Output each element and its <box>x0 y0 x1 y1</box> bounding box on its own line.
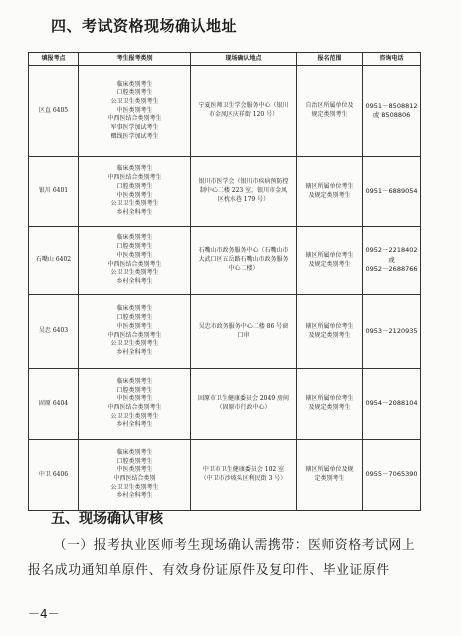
address-cell: 石嘴山市政务服务中心（石嘴山市大武口区五岳路石嘴山市政务服务中心二楼） <box>191 227 297 295</box>
header-address: 现场确认地点 <box>191 53 297 66</box>
category-item: 临床类别考生 <box>116 305 153 313</box>
category-item: 乡村全科考生 <box>116 421 153 429</box>
phone-cell <box>363 157 421 227</box>
table-row <box>29 440 421 511</box>
page-number: －4－ <box>28 607 60 621</box>
table-row <box>29 227 421 295</box>
category-item: 中西医结合类别考生 <box>107 260 162 268</box>
category-list <box>81 305 188 357</box>
scope-cell: 辖区所属单位考生及规定类别考生 <box>297 295 363 369</box>
phone-cell <box>363 295 421 369</box>
section-5-title: 五、现场确认审核 <box>51 511 163 527</box>
phone-cell <box>363 66 421 157</box>
phone-cell <box>363 369 421 440</box>
category-item: 中医类别考生 <box>116 106 153 114</box>
category-list <box>81 81 188 142</box>
category-item: 中医类别考生 <box>116 322 153 330</box>
phone-cell <box>363 440 421 511</box>
category-item: 公卫卫生类别考生 <box>110 412 159 420</box>
category-item: 口腔类别考生 <box>116 386 153 394</box>
phone-number: 0951－6889054 <box>365 186 418 195</box>
header-phone: 咨询电话 <box>363 53 421 66</box>
category-item: 乡村全科考生 <box>116 492 153 500</box>
table-row <box>29 157 421 227</box>
category-item: 中西医结合类别考生 <box>107 331 162 339</box>
category-cell <box>79 157 191 227</box>
category-item: 中医类别考生 <box>116 466 153 474</box>
confirmation-site-table <box>28 52 421 511</box>
site-cell: 区直 6405 <box>29 66 79 157</box>
category-cell <box>79 440 191 511</box>
address-cell: 吴忠市政务服务中心二楼 86 号窗口审 <box>191 295 297 369</box>
phone-number: 0954－2088104 <box>365 399 418 408</box>
phone-number: 0953－2120935 <box>365 326 418 335</box>
category-item: 中西医结合类别考生 <box>107 404 162 411</box>
scope-cell: 自治区所属单位及规定类别考生 <box>297 66 363 157</box>
category-item: 公卫卫生类别考生 <box>110 483 159 491</box>
category-cell <box>79 66 191 157</box>
category-item: 口腔类别考生 <box>116 243 153 251</box>
table-row <box>29 66 421 157</box>
site-cell: 固原 6404 <box>29 369 79 440</box>
category-item: 中医类别考生 <box>116 251 153 259</box>
phone-number: 0955－7065390 <box>365 470 418 479</box>
category-item: 乡村全科考生 <box>116 277 153 285</box>
address-cell: 中卫市卫生健康委员会 102 室（中卫市沙坡头区利民街 3 号） <box>191 440 297 511</box>
category-item: 临床类别考生 <box>116 80 153 88</box>
header-scope: 报名范围 <box>297 53 363 66</box>
category-list <box>81 165 188 217</box>
address-cell: 宁夏医师卫生学会服务中心（银川市金凤区庆祥街 120 号） <box>191 66 297 157</box>
address-cell: 银川市医学会（银川市疾病预防控制中心二楼 223 室，银川市金凤区枕水巷 179 号） <box>191 157 297 227</box>
category-item: 军事医学加试考生 <box>110 124 159 132</box>
category-item: 中西医结合类别考生 <box>107 115 162 123</box>
table-row <box>29 369 421 440</box>
body-paragraph: （一）报考执业医师考生现场确认需携带：医师资格考试网上报名成功通知单原件、有效身份证原件及复印件、毕业证原件 <box>28 538 416 578</box>
category-cell <box>79 227 191 295</box>
category-item: 口腔类别考生 <box>116 314 153 322</box>
category-item: 中西医结合类别 <box>113 475 156 482</box>
category-cell <box>79 369 191 440</box>
category-item: 口腔类别考生 <box>116 89 153 97</box>
category-item: 公卫卫生类别考生 <box>110 340 159 348</box>
phone-number: 0952－2688766 <box>365 265 418 274</box>
category-item: 中医类别考生 <box>116 191 153 199</box>
header-category: 考生报考类别 <box>79 53 191 66</box>
category-item: 临床类别考生 <box>116 234 153 242</box>
scope-cell: 辖区所属单位考生及规定类别考生 <box>297 227 363 295</box>
scope-cell: 辖区所属单位考生及规定类别考生 <box>297 369 363 440</box>
category-cell <box>79 295 191 369</box>
table-row <box>29 295 421 369</box>
category-item: 乡村全科考生 <box>116 208 153 216</box>
category-item: 公卫卫生类别考生 <box>110 200 159 208</box>
table-header-row <box>29 53 421 66</box>
address-cell: 固原市卫生健康委员会 2049 房间（固原市行政中心） <box>191 369 297 440</box>
site-cell: 石嘴山 6402 <box>29 227 79 295</box>
scope-cell: 辖区所属单位及规定类别考生 <box>297 440 363 511</box>
phone-number: 0951－8508812 <box>365 101 418 110</box>
phone-cell <box>363 227 421 295</box>
category-item: 乡村全科考生 <box>116 348 153 356</box>
category-list <box>81 449 188 501</box>
category-item: 临床类别考生 <box>116 448 153 456</box>
category-item: 口腔类别考生 <box>116 457 153 465</box>
category-item: 中西医结合类别考生 <box>107 174 162 182</box>
category-item: 临床类别考生 <box>116 165 153 173</box>
phone-number: 或 8508806 <box>372 111 411 119</box>
phone-number: 0952－2218402 <box>365 246 418 255</box>
category-item: 公卫卫生类别考生 <box>110 97 159 105</box>
category-item: 赠线医学加试考生 <box>110 132 159 140</box>
site-cell: 吴忠 6403 <box>29 295 79 369</box>
section-4-title: 四、考试资格现场确认地址 <box>51 17 238 35</box>
category-item: 口腔类别考生 <box>116 182 153 190</box>
scope-cell: 辖区所属单位考生及规定类别考生 <box>297 157 363 227</box>
header-site: 填报考点 <box>29 53 79 66</box>
category-item: 公卫卫生类别考生 <box>110 269 159 277</box>
phone-number: 或 <box>388 255 395 264</box>
category-item: 临床类别考生 <box>116 377 153 385</box>
category-item: 中医类别考生 <box>116 395 153 403</box>
site-cell: 银川 6401 <box>29 157 79 227</box>
category-list <box>81 378 188 430</box>
category-list <box>81 234 188 286</box>
site-cell: 中卫 6406 <box>29 440 79 511</box>
